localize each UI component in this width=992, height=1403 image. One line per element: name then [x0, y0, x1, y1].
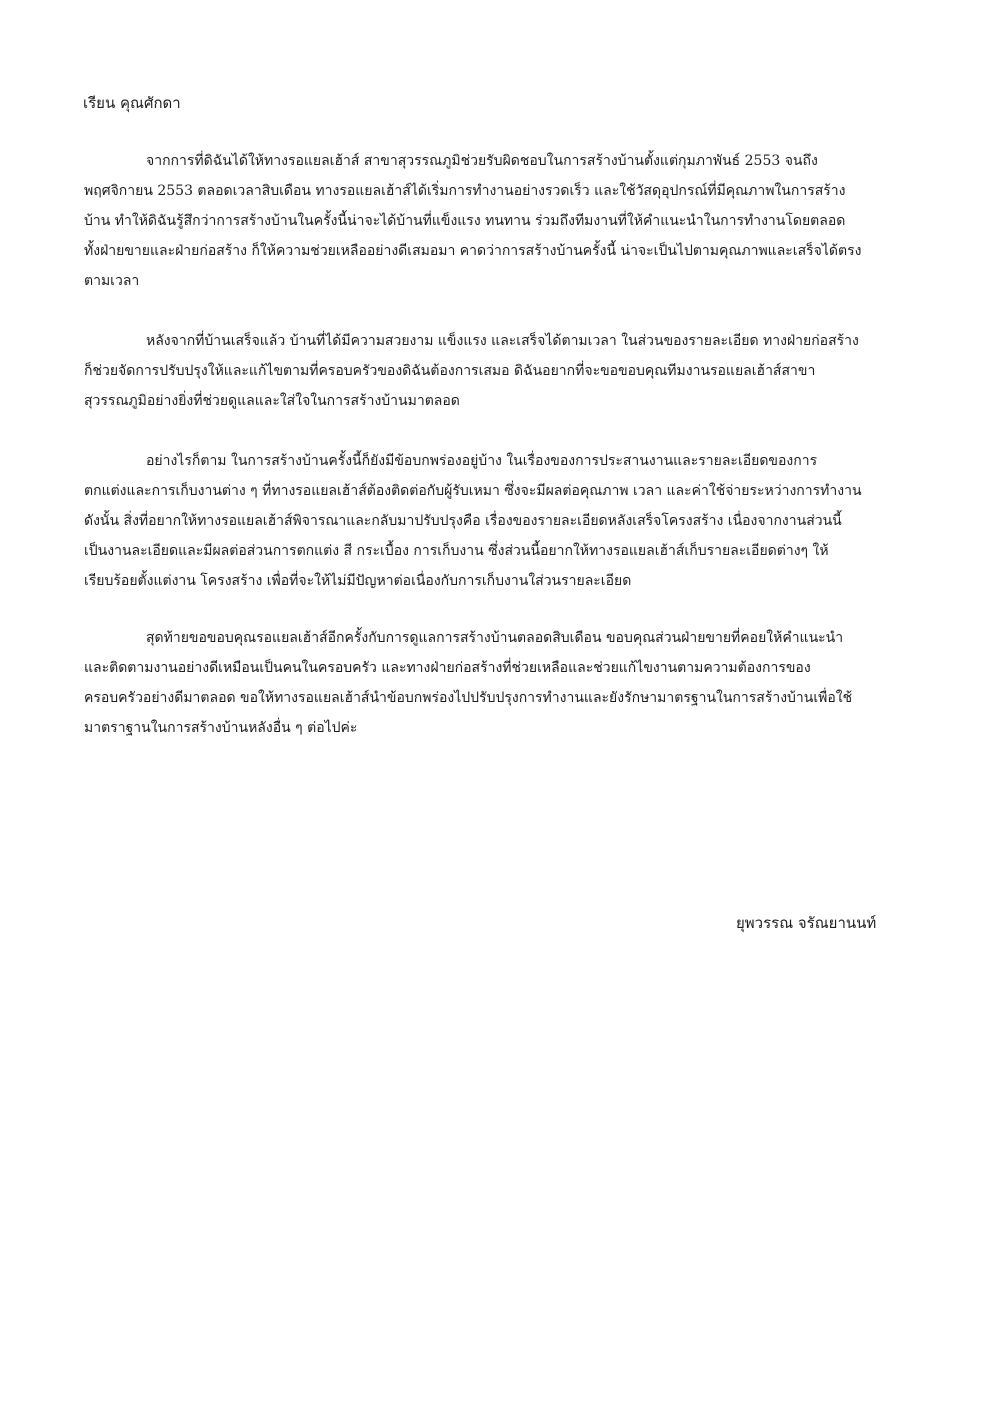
paragraph-2: [84, 326, 890, 416]
paragraph-line: ดังนั้น สิ่งที่อยากให้ทางรอแยลเฮ้าส์พิจารณาและกลับมาปรับปรุงคือ เรื่องของรายละเอียดหลังเสร็จโครงสร้าง เนื่องจากงานส่วนนี้: [84, 513, 842, 529]
paragraph-line: หลังจากที่บ้านเสร็จแล้ว บ้านที่ได้มีความสวยงาม แข็งแรง และเสร็จได้ตามเวลา ในส่วนของรายละเอียด ทางฝ่ายก่อสร้าง: [146, 333, 859, 349]
paragraph-line: ตกแต่งและการเก็บงานต่าง ๆ ที่ทางรอแยลเฮ้าส์ต้องติดต่อกับผู้รับเหมา ซึ่งจะมีผลต่อคุณภาพ เวลา และค่าใช้จ่ายระหว่างการทำงาน: [84, 483, 862, 499]
paragraph-line: ตามเวลา: [84, 273, 140, 289]
paragraph-line: ก็ช่วยจัดการปรับปรุงให้และแก้ไขตามที่ครอบครัวของดิฉันต้องการเสมอ ดิฉันอยากที่จะขอขอบคุณทีมงานรอแยลเฮ้าส์สาขา: [84, 363, 816, 379]
paragraph-line: เป็นงานละเอียดและมีผลต่อส่วนการตกแต่ง สี กระเบื้อง การเก็บงาน ซึ่งส่วนนี้อยากให้ทางรอแยลเฮ้าส์เก็บรายละเอียดต่างๆ ให้: [84, 543, 829, 559]
paragraph-line: จากการที่ดิฉันได้ให้ทางรอแยลเฮ้าส์ สาขาสุวรรณภูมิช่วยรับผิดชอบในการสร้างบ้านตั้งแต่กุมภาพันธ์ 2553 จนถึง: [146, 153, 818, 169]
paragraph-line: เรียบร้อยตั้งแต่งาน โครงสร้าง เพื่อที่จะให้ไม่มีปัญหาต่อเนื่องกับการเก็บงานใส่วนรายละเอียด: [84, 573, 632, 589]
paragraph-line: ครอบครัวอย่างดีมาตลอด ขอให้ทางรอแยลเฮ้าส์นำข้อบกพร่องไปปรับปรุงการทำงานและยังรักษามาตรฐานในการสร้างบ้านเพื่อใช้: [84, 690, 853, 706]
paragraph-line: ทั้งฝ่ายขายและฝ่ายก่อสร้าง ก็ให้ความช่วยเหลืออย่างดีเสมอมา คาดว่าการสร้างบ้านครั้งนี้ น่าจะเป็นไปตามคุณภาพและเสร็จได้ตรง: [84, 243, 862, 259]
paragraph-line: และติดตามงานอย่างดีเหมือนเป็นคนในครอบครัว และทางฝ่ายก่อสร้างที่ช่วยเหลือและช่วยแก้ไขงานตามความต้องการของ: [84, 660, 811, 676]
signature-name: ยุพวรรณ จรัณยานนท์: [736, 914, 877, 932]
paragraph-3: [84, 446, 890, 596]
salutation: เรียน คุณศักดา: [83, 94, 181, 112]
paragraph-line: พฤศจิกายน 2553 ตลอดเวลาสิบเดือน ทางรอแยลเฮ้าส์ได้เริ่มการทำงานอย่างรวดเร็ว และใช้วัสดุอุปกรณ์ที่มีคุณภาพในการสร้าง: [84, 183, 846, 199]
paragraph-line: บ้าน ทำให้ดิฉันรู้สึกว่าการสร้างบ้านในครั้งนี้น่าจะได้บ้านที่แข็งแรง ทนทาน ร่วมถึงทีมงานที่ให้คำแนะนำในการทำงานโดยตลอด: [84, 213, 846, 229]
paragraph-line: สุดท้ายขอขอบคุณรอแยลเฮ้าส์อีกครั้งกับการดูแลการสร้างบ้านตลอดสิบเดือน ขอบคุณส่วนฝ่ายขายที่คอยให้คำแนะนำ: [146, 630, 844, 646]
paragraph-4: [84, 623, 890, 743]
paragraph-line: อย่างไรก็ตาม ในการสร้างบ้านครั้งนี้ก็ยังมีข้อบกพร่องอยู่บ้าง ในเรื่องของการประสานงานและรายละเอียดของการ: [146, 453, 818, 469]
paragraph-line: มาตราฐานในการสร้างบ้านหลังอื่น ๆ ต่อไปค่ะ: [84, 720, 358, 736]
paragraph-1: [84, 146, 890, 296]
paragraph-line: สุวรรณภูมิอย่างยิ่งที่ช่วยดูแลและใส่ใจในการสร้างบ้านมาตลอด: [84, 393, 460, 409]
